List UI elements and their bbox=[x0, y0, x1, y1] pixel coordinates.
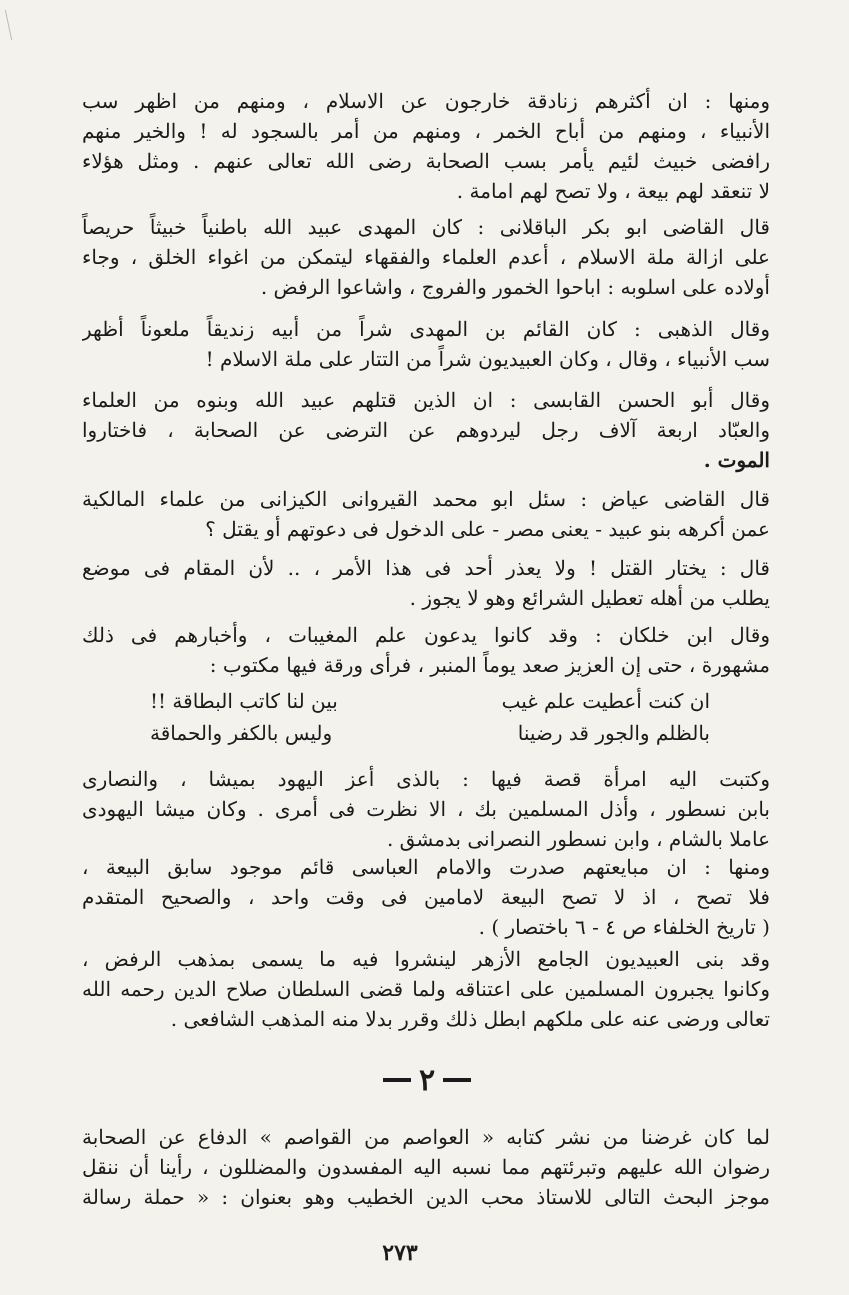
poem-hemistich-second: بين لنا كاتب البطاقة !! bbox=[150, 689, 338, 713]
text-line: أولاده على اسلوبه : اباحوا الخمور والفروج ، واشاعوا الرفض . bbox=[260, 275, 770, 299]
section-number: ٢ bbox=[418, 1062, 436, 1098]
paragraph-5 bbox=[82, 484, 770, 544]
text-line: الموت . bbox=[703, 448, 770, 472]
text-line: موجز البحث التالى للاستاذ محب الدين الخطيب وهو بعنوان : « حملة رسالة bbox=[82, 1185, 770, 1209]
poem-verse-1 bbox=[150, 686, 710, 716]
text-line: قال : يختار القتل ! ولا يعذر أحد فى هذا الأمر ، .. لأن المقام فى موضع bbox=[82, 556, 770, 580]
text-line: رافضى خبيث لئيم يأمر بسب الصحابة رضى الله تعالى عنهم . ومثل هؤلاء bbox=[82, 149, 770, 173]
text-line: وقال ابن خلكان : وقد كانوا يدعون علم المغيبات ، وأخبارهم فى ذلك bbox=[82, 623, 770, 647]
poem-hemistich-second: وليس بالكفر والحماقة bbox=[150, 721, 333, 745]
text-line: يطلب من أهله تعطيل الشرائع وهو لا يجوز . bbox=[409, 586, 770, 610]
text-line: وكانوا يجبرون المسلمين على اعتناقه ولما قضى السلطان صلاح الدين رحمه الله bbox=[82, 977, 770, 1001]
text-line: لا تنعقد لهم بيعة ، ولا تصح لهم امامة . bbox=[456, 179, 770, 203]
text-line: وقد بنى العبيديون الجامع الأزهر لينشروا فيه ما يسمى بمذهب الرفض ، bbox=[82, 947, 770, 971]
poem-verse-2 bbox=[150, 718, 710, 748]
text-line: وكتبت اليه امرأة قصة فيها : بالذى أعز اليهود بميشا ، والنصارى bbox=[82, 767, 770, 791]
text-line: بابن نسطور ، وأذل المسلمين بك ، الا نظرت فى أمرى . وكان ميشا اليهودى bbox=[82, 797, 770, 821]
paragraph-3 bbox=[82, 314, 770, 374]
text-line: ومنها : ان أكثرهم زنادقة خارجون عن الاسلام ، ومنهم من اظهر سب bbox=[82, 89, 770, 113]
text-line: ( تاريخ الخلفاء ص ٤ - ٦ باختصار ) . bbox=[478, 915, 770, 939]
text-line: الأنبياء ، ومنهم من أباح الخمر ، ومنهم من أمر بالسجود له ! والخير منهم bbox=[82, 119, 770, 143]
text-line: وقال أبو الحسن القابسى : ان الذين قتلهم عبيد الله وبنوه من العلماء bbox=[82, 388, 770, 412]
paragraph-1 bbox=[82, 86, 770, 206]
text-line: تعالى ورضى عنه على ملكهم ابطل ذلك وقرر بدلا منه المذهب الشافعى . bbox=[170, 1007, 770, 1031]
text-line: سب الأنبياء ، وقال ، وكان العبيديون شراً من التتار على ملة الاسلام ! bbox=[205, 347, 770, 371]
paragraph-9 bbox=[82, 852, 770, 942]
text-line: لما كان غرضنا من نشر كتابه « العواصم من القواصم » الدفاع عن الصحابة bbox=[82, 1125, 770, 1149]
text-line: وقال الذهبى : كان القائم بن المهدى شراً من أبيه زنديقاً ملعوناً أظهر bbox=[82, 317, 770, 341]
paragraph-7 bbox=[82, 620, 770, 680]
paragraph-11 bbox=[82, 1122, 770, 1212]
paragraph-4 bbox=[82, 385, 770, 475]
poem-hemistich-first: ان كنت أعطيت علم غيب bbox=[501, 689, 710, 713]
text-line: مشهورة ، حتى إن العزيز صعد يوماً المنبر ، فرأى ورقة فيها مكتوب : bbox=[209, 653, 770, 677]
margin-mark bbox=[5, 10, 32, 40]
separator-dash bbox=[383, 1078, 411, 1082]
separator-dash bbox=[443, 1078, 471, 1082]
page-number: ٢٧٣ bbox=[382, 1240, 418, 1266]
text-line: رضوان الله عليهم وتبرئتهم مما نسبه اليه المفسدون والمضللون ، رأينا أن ننقل bbox=[82, 1155, 770, 1179]
paragraph-2 bbox=[82, 212, 770, 302]
paragraph-6 bbox=[82, 553, 770, 613]
text-line: والعبّاد اربعة آلاف رجل ليردوهم عن الترضى عن الصحابة ، فاختاروا bbox=[82, 418, 770, 442]
text-line: ومنها : ان مبايعتهم صدرت والامام العباسى قائم موجود سابق البيعة ، bbox=[82, 855, 770, 879]
paragraph-10 bbox=[82, 944, 770, 1034]
text-line: عمن أكرهه بنو عبيد - يعنى مصر - على الدخول فى دعوتهم أو يقتل ؟ bbox=[205, 517, 770, 541]
text-line: على ازالة ملة الاسلام ، أعدم العلماء والفقهاء ليتمكن من اغواء الخلق ، وجاء bbox=[82, 245, 770, 269]
text-line: قال القاضى ابو بكر الباقلانى : كان المهدى عبيد الله باطنياً خبيثاً حريصاً bbox=[82, 215, 770, 239]
poem-hemistich-first: بالظلم والجور قد رضينا bbox=[517, 721, 710, 745]
text-line: قال القاضى عياض : سئل ابو محمد القيروانى الكيزانى من علماء المالكية bbox=[82, 487, 770, 511]
text-line: عاملا بالشام ، وابن نسطور النصرانى بدمشق . bbox=[386, 827, 770, 851]
text-line: فلا تصح ، اذ لا تصح البيعة لامامين فى وقت واحد ، والصحيح المتقدم bbox=[82, 885, 770, 909]
section-separator bbox=[372, 1060, 482, 1100]
paragraph-8 bbox=[82, 764, 770, 854]
